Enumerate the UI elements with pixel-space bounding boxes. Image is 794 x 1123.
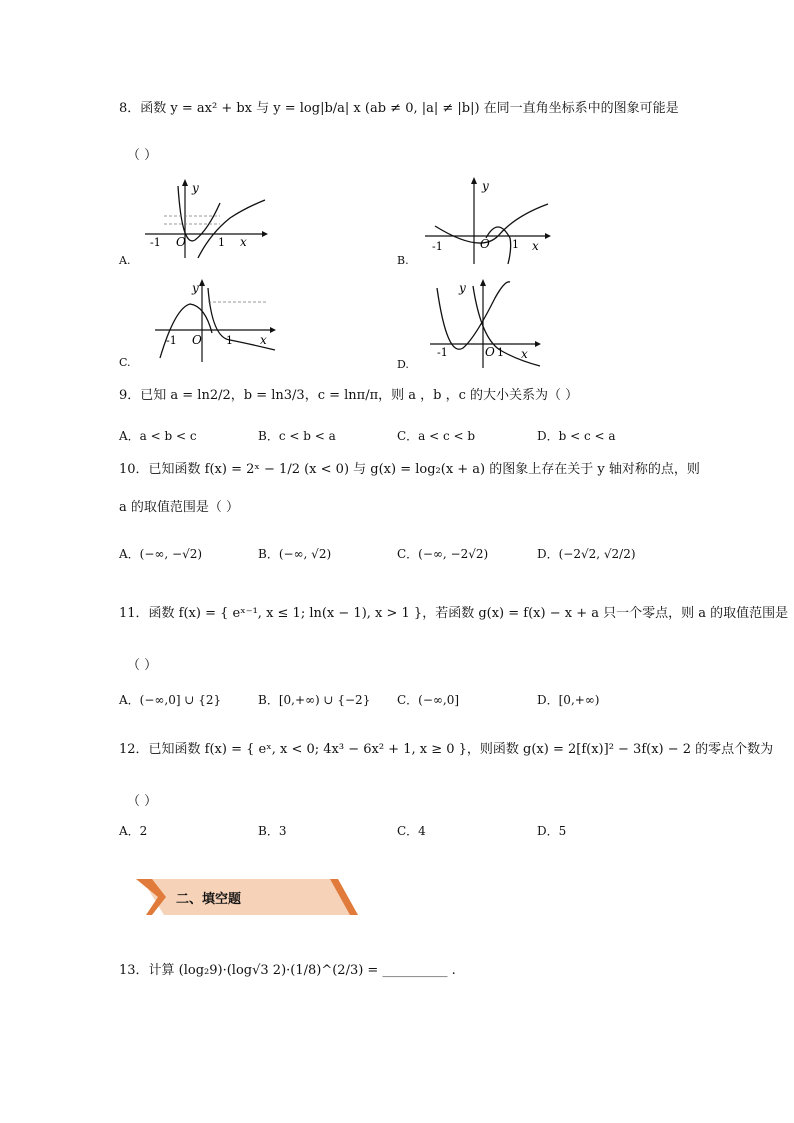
q8-stem: 8．函数 y = ax² + bx 与 y = log|b/a| x (ab ≠ 0, |a| ≠ |b|) 在同一直角坐标系中的图象可能是 — [119, 101, 679, 116]
section-title: 二、填空题 — [176, 892, 242, 907]
graph-c-one: 1 — [226, 334, 233, 347]
graph-a-one: 1 — [218, 236, 225, 249]
graph-d-x-label: x — [521, 347, 528, 361]
q12-option-d: D．5 — [537, 824, 567, 838]
graph-c-label: C. — [119, 356, 131, 369]
q9-option-c: C．a < c < b — [397, 429, 476, 443]
graph-b — [420, 176, 555, 266]
q10-stem: 10．已知函数 f(x) = 2ˣ − 1/2 (x < 0) 与 g(x) = log₂(x + a) 的图象上存在关于 y 轴对称的点，则 — [119, 462, 700, 477]
q10-option-a: A．(−∞, −√2) — [119, 547, 203, 561]
q12-option-c: C．4 — [397, 824, 426, 838]
graph-a — [140, 178, 270, 260]
q8-paren: （ ） — [127, 148, 158, 163]
q12-stem: 12．已知函数 f(x) = { eˣ, x < 0; 4x³ − 6x² + 1, x ≥ 0 }，则函数 g(x) = 2[f(x)]² − 3f(x) − 2 的零点个数为 — [119, 742, 774, 757]
q9-option-a: A．a < b < c — [119, 429, 197, 443]
q11-paren: （ ） — [127, 658, 158, 673]
q11-stem: 11．函数 f(x) = { eˣ⁻¹, x ≤ 1; ln(x − 1), x > 1 }，若函数 g(x) = f(x) − x + a 只一个零点，则 a 的取值范围是 — [119, 606, 789, 621]
graph-c-y-label: y — [192, 281, 199, 295]
q10-option-c: C．(−∞, −2√2) — [397, 547, 489, 561]
graph-a-label: A. — [119, 254, 131, 267]
graph-a-x-label: x — [240, 235, 247, 249]
graph-b-x-label: x — [532, 239, 539, 253]
graph-b-y-label: y — [482, 179, 489, 193]
q12-option-b: B．3 — [258, 824, 287, 838]
banner-shape — [136, 879, 358, 915]
q12-paren: （ ） — [127, 794, 158, 809]
graph-d-one: 1 — [497, 346, 504, 359]
q11-option-a: A．(−∞,0] ∪ {2} — [119, 693, 222, 707]
graph-a-y-label: y — [192, 181, 199, 195]
q11-option-d: D．[0,+∞) — [537, 693, 600, 707]
q9-option-b: B．c < b < a — [258, 429, 336, 443]
q9-option-d: D．b < c < a — [537, 429, 616, 443]
q12-option-a: A．2 — [119, 824, 148, 838]
q10-stem-line2: a 的取值范围是（ ） — [119, 500, 240, 515]
graph-b-neg-one: -1 — [432, 240, 443, 253]
q10-option-b: B．(−∞, √2) — [258, 547, 332, 561]
q11-option-b: B．[0,+∞) ∪ {−2} — [258, 693, 371, 707]
graph-c-neg-one: -1 — [166, 334, 177, 347]
graph-c-x-label: x — [260, 333, 267, 347]
q10-option-d: D．(−2√2, √2/2) — [537, 547, 636, 561]
graph-b-one: 1 — [512, 238, 519, 251]
graph-a-neg-one: -1 — [150, 236, 161, 249]
graph-c — [150, 278, 280, 364]
graph-d-origin: O — [485, 345, 495, 359]
graph-c-origin: O — [192, 333, 202, 347]
graph-b-label: B. — [397, 254, 409, 267]
section-banner — [136, 879, 358, 915]
graph-d — [425, 278, 545, 370]
graph-b-origin: O — [480, 237, 490, 251]
q9-stem: 9．已知 a = ln2/2，b = ln3/3，c = lnπ/π，则 a ，b ，c 的大小关系为（ ） — [119, 388, 579, 403]
graph-d-y-label: y — [459, 281, 466, 295]
graph-d-label: D. — [397, 358, 409, 371]
graph-d-neg-one: -1 — [437, 346, 448, 359]
graph-a-origin: O — [176, 235, 186, 249]
q11-option-c: C．(−∞,0] — [397, 693, 460, 707]
q13-stem: 13．计算 (log₂9)·(log√3 2)·(1/8)^(2/3) = __________ . — [119, 963, 456, 978]
